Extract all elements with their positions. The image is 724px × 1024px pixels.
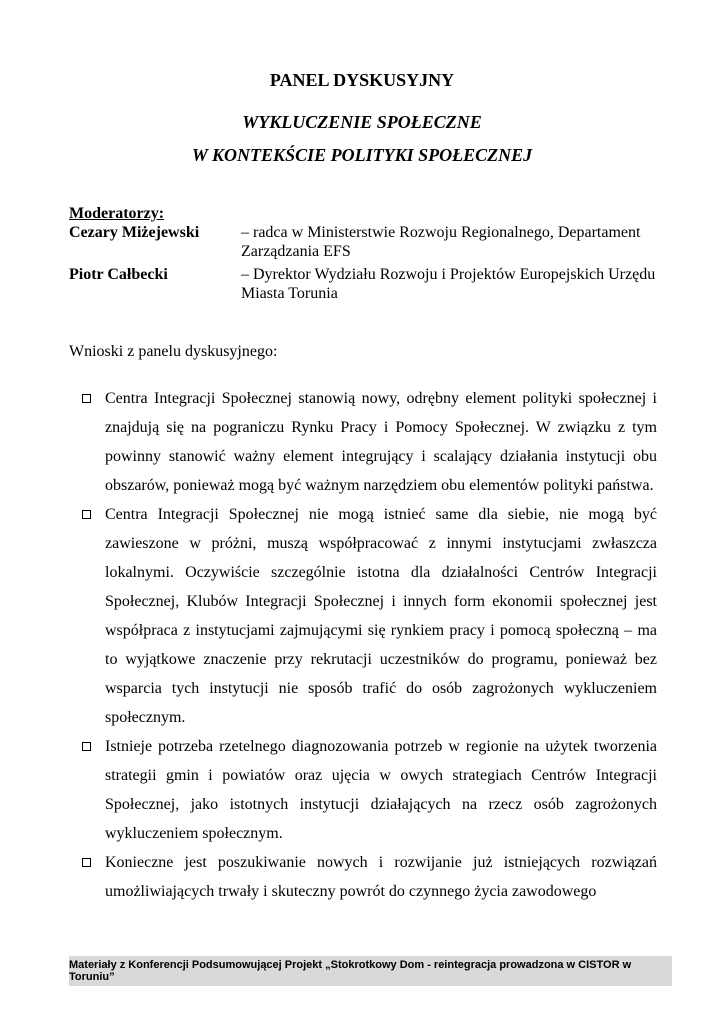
checkbox-bullet-icon <box>82 858 91 867</box>
moderator-role: – radca w Ministerstwie Rozwoju Regionalnego, Departament Zarządzania EFS <box>241 224 641 260</box>
list-item <box>69 500 657 732</box>
moderators-heading: Moderatorzy: <box>69 205 165 222</box>
moderators-section <box>69 204 669 303</box>
list-item-text: Istnieje potrzeba rzetelnego diagnozowania potrzeb w regionie na użytek tworzenia strategii gmin i powiatów oraz ujęcia w owych strategiach Centrów Integracji Społecznej, jako istotnych instytucji działających na rzecz osób zagrożonych wykluczeniem społecznym. <box>105 738 657 842</box>
list-item-text: Konieczne jest poszukiwanie nowych i rozwijanie już istniejących rozwiązań umożliwiających trwały i skuteczny powrót do czynnego życia zawodowego <box>105 854 657 900</box>
list-item-text: Centra Integracji Społecznej stanowią nowy, odrębny element polityki społecznej i znajdują się na pograniczu Rynku Pracy i Pomocy Społecznej. W związku z tym powinny stanowić ważny element integrujący i scalający działania instytucji obu obszarów, ponieważ mogą być ważnym narzędziem obu elementów polityki państwa. <box>105 390 657 494</box>
checkbox-bullet-icon <box>82 742 91 751</box>
subtitle-line-1: WYKLUCZENIE SPOŁECZNE <box>242 112 482 132</box>
moderator-name: Cezary Miżejewski <box>69 224 200 241</box>
moderator-row <box>69 265 669 303</box>
list-item-text: Centra Integracji Społecznej nie mogą istnieć same dla siebie, nie mogą być zawieszone w próżni, muszą współpracować z innymi instytucjami zwłaszcza lokalnymi. Oczywiście szczególnie istotna dla działalności Centrów Integracji Społecznej, Klubów Integracji Społecznej i innych form ekonomii społecznej jest współpraca z instytucjami zajmującymi się rynkiem pracy i pomocą społeczną – ma to wyjątkowe znaczenie przy rekrutacji uczestników do programu, ponieważ bez wsparcia tych instytucji nie sposób trafić do osób zagrożonych wykluczeniem społecznym. <box>105 506 657 726</box>
list-item <box>69 384 657 500</box>
list-item <box>69 732 657 848</box>
checkbox-bullet-icon <box>82 394 91 403</box>
subtitle-line-2: W KONTEKŚCIE POLITYKI SPOŁECZNEJ <box>191 145 533 165</box>
moderator-role: – Dyrektor Wydziału Rozwoju i Projektów Europejskich Urzędu Miasta Torunia <box>241 266 656 302</box>
moderator-row <box>69 223 669 261</box>
page-footer: Materiały z Konferencji Podsumowującej Projekt „Stokrotkowy Dom - reintegracja prowadzona w CISTOR w Toruniu” <box>69 956 672 986</box>
list-item <box>69 848 657 906</box>
moderator-name: Piotr Całbecki <box>69 266 168 283</box>
checkbox-bullet-icon <box>82 510 91 519</box>
conclusions-list <box>69 384 657 906</box>
page-title: PANEL DYSKUSYJNY <box>269 70 455 90</box>
conclusions-intro: Wnioski z panelu dyskusyjnego: <box>69 343 278 360</box>
